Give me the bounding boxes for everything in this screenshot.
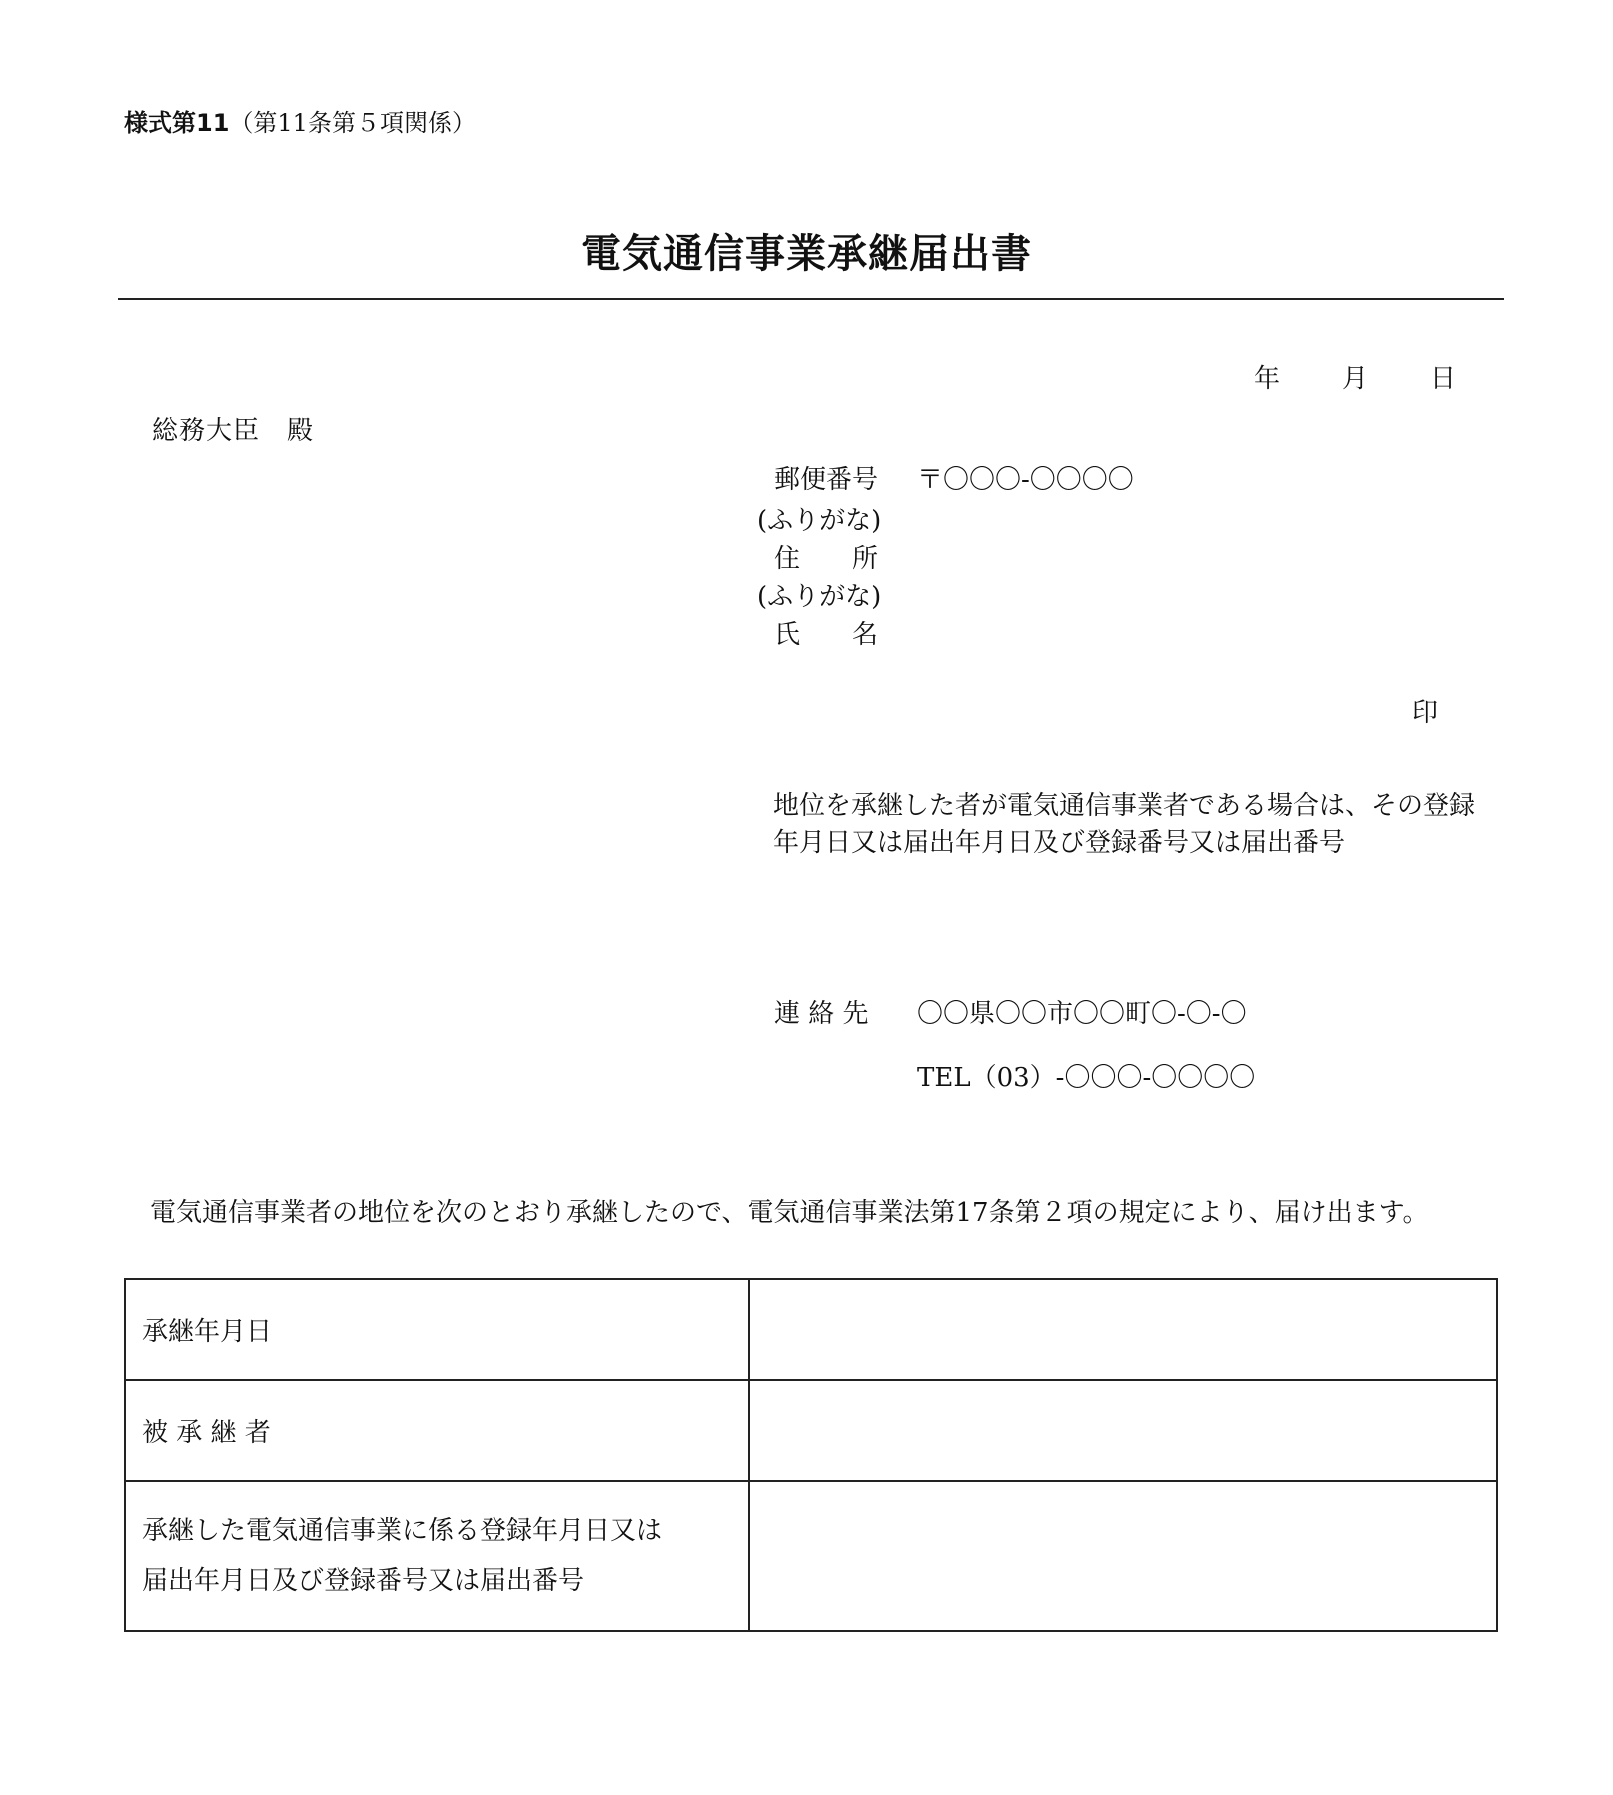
registration-info-label [125,1481,749,1631]
form-number-article: （第11条第５項関係） [229,109,476,137]
furigana-label-address: (ふりがな) [757,506,882,536]
furigana-label-name: (ふりがな) [757,582,882,612]
table-row [125,1380,1497,1481]
seal-mark: 印 [1412,698,1439,728]
form-number-main: 様式第11 [124,109,230,137]
contact-address: 〇〇県〇〇市〇〇町〇-〇-〇 [917,999,1247,1029]
succession-date-label: 承継年月日 [125,1279,749,1380]
title-underline [118,298,1504,300]
address-label: 住 所 [774,544,879,574]
registration-info-field[interactable] [749,1481,1497,1631]
contact-label: 連 絡 先 [774,999,869,1029]
table-row [125,1279,1497,1380]
predecessor-label: 被 承 継 者 [125,1380,749,1481]
postal-code-label: 郵便番号 [774,465,879,495]
form-number [124,103,476,138]
postal-code-value: 〒〇〇〇-〇〇〇〇 [917,465,1134,495]
date-day: 日 [1430,364,1457,394]
succession-info-table [124,1278,1498,1632]
addressee: 総務大臣 殿 [152,416,315,446]
body-text: 電気通信事業者の地位を次のとおり承継したので、電気通信事業法第17条第２項の規定により、届け出ます。 [150,1198,1429,1228]
name-label: 氏 名 [774,620,879,650]
date-month: 月 [1342,364,1369,394]
status-note: 地位を承継した者が電気通信事業者である場合は、その登録年月日又は届出年月日及び登録番号又は届出番号 [773,791,1476,858]
succession-date-field[interactable] [749,1279,1497,1380]
predecessor-field[interactable] [749,1380,1497,1481]
document-title: 電気通信事業承継届出書 [581,231,1032,277]
registration-info-label-line1: 承継した電気通信事業に係る登録年月日又は [142,1516,663,1546]
date-year: 年 [1254,364,1281,394]
registration-info-label-line2: 届出年月日及び登録番号又は届出番号 [142,1566,585,1596]
contact-tel: TEL（03）-〇〇〇-〇〇〇〇 [917,1063,1256,1093]
table-row [125,1481,1497,1631]
